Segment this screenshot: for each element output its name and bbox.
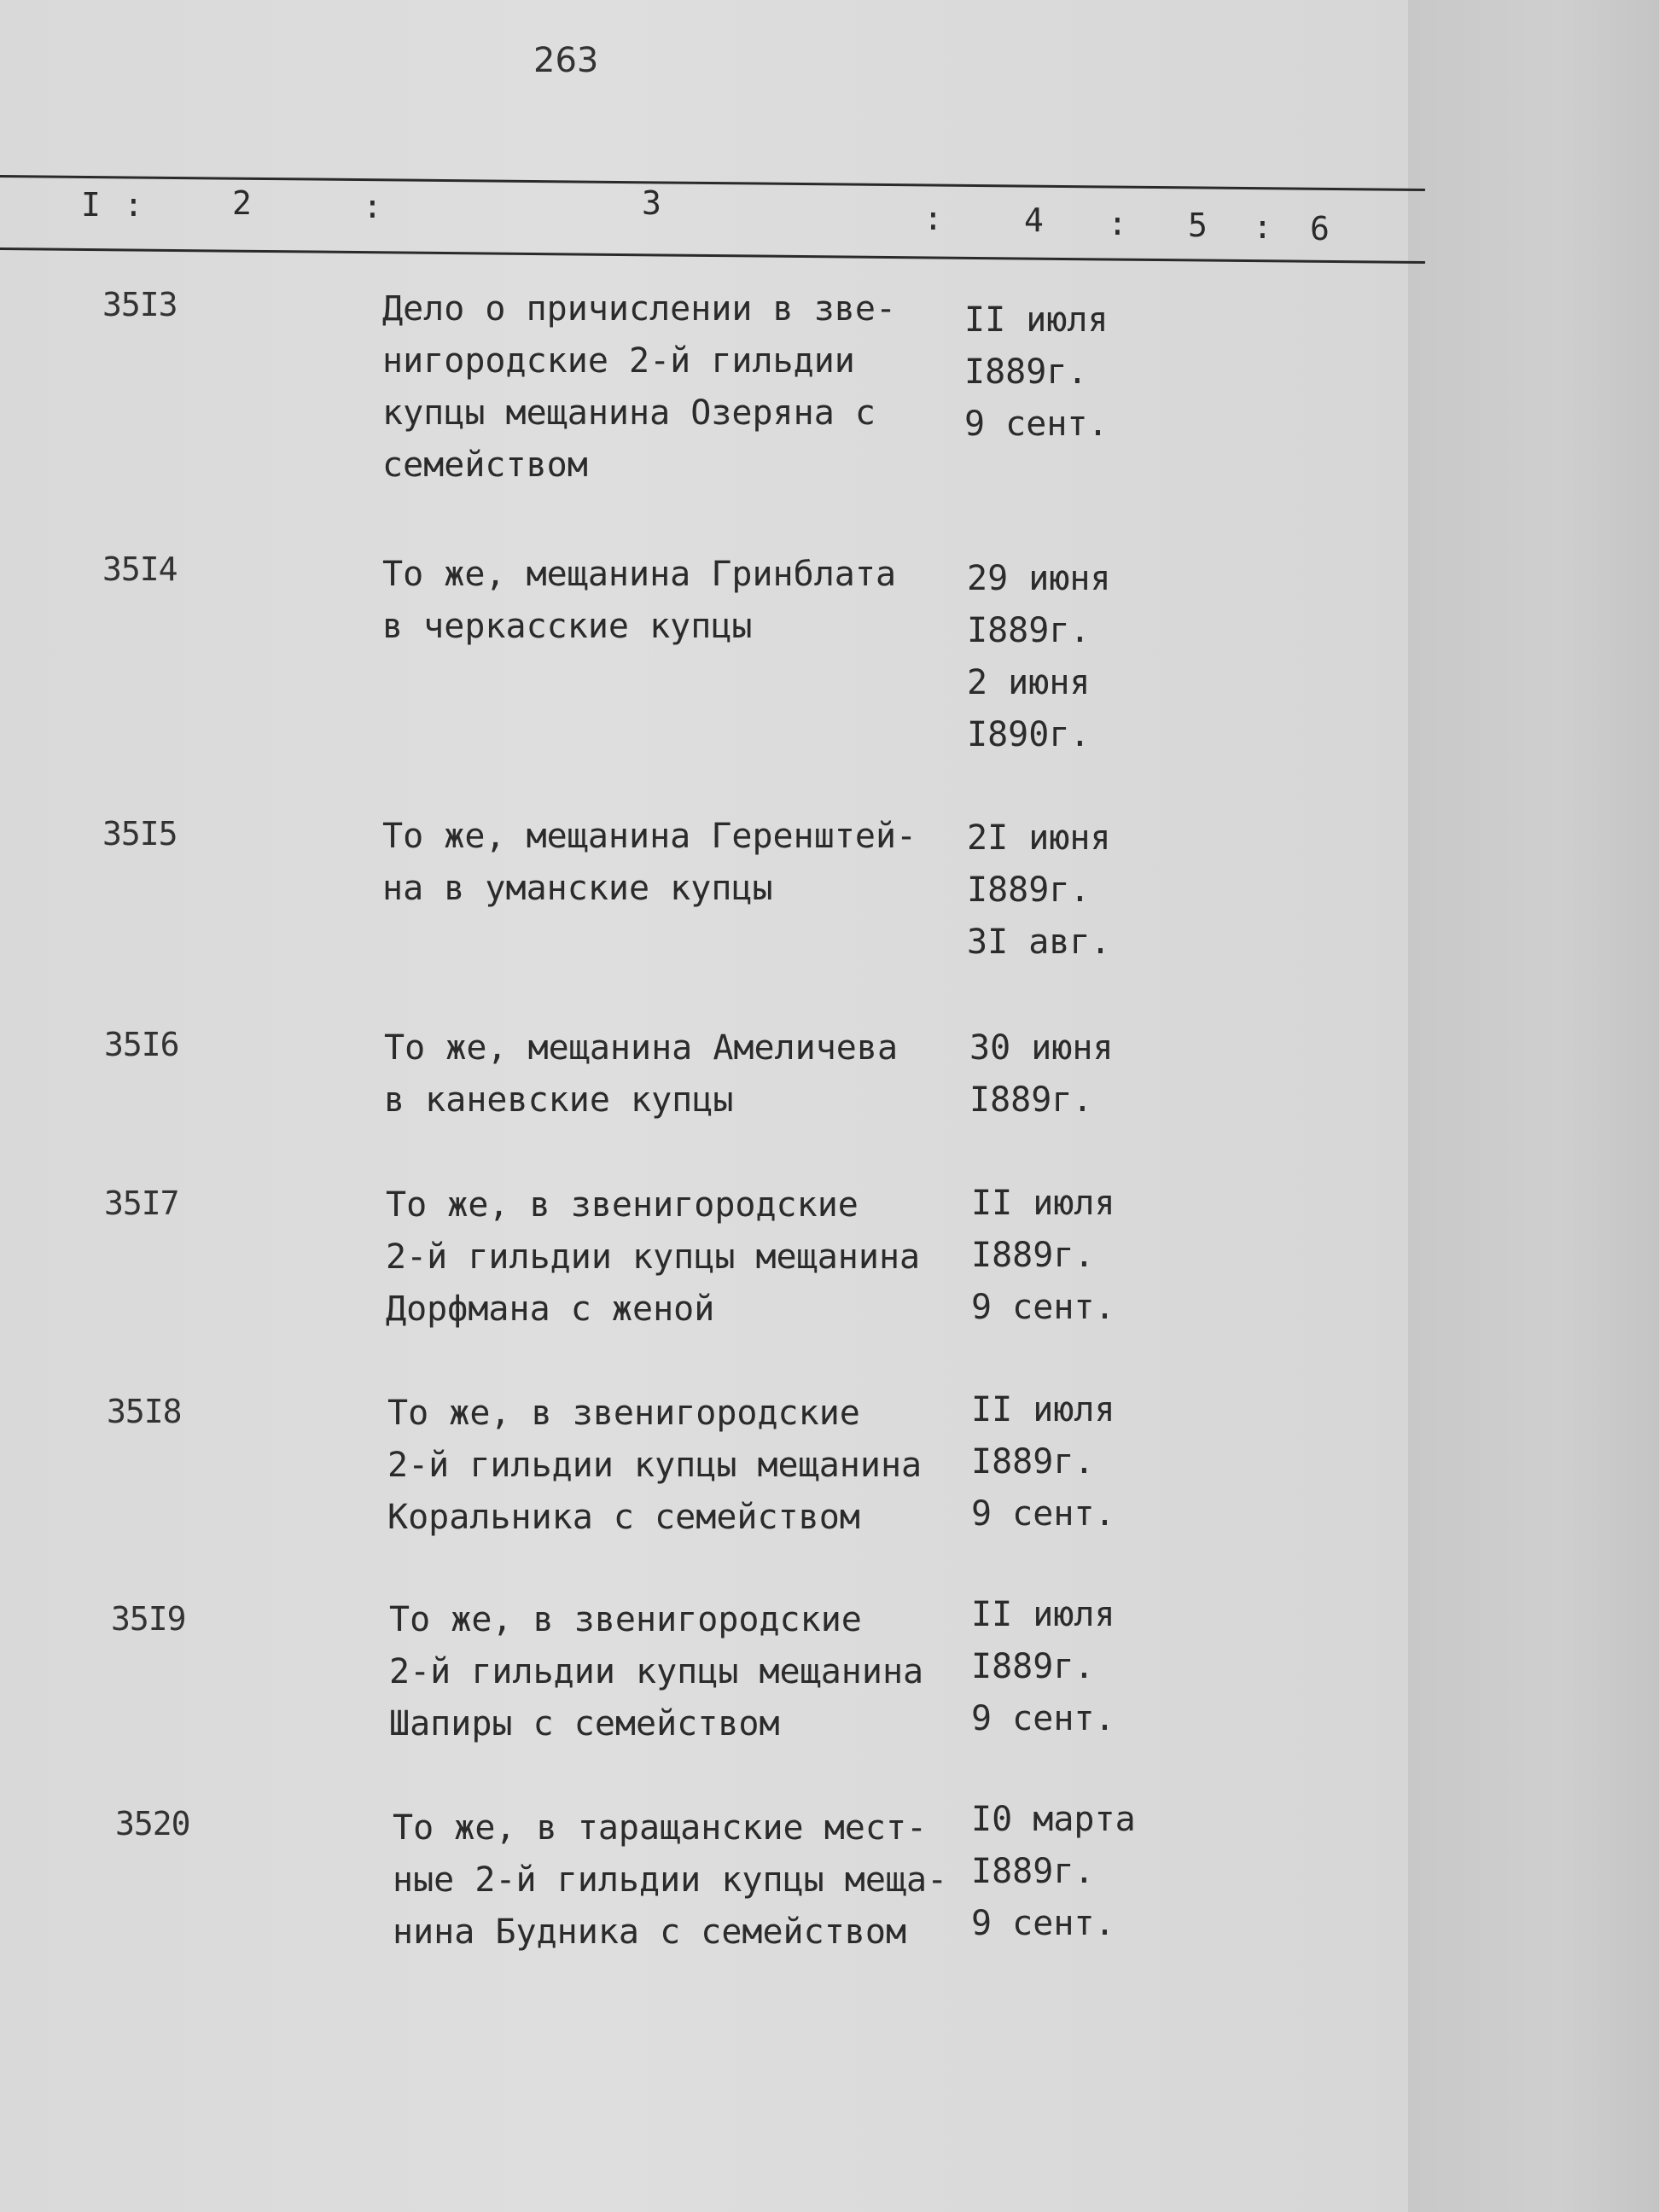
column-header-1: I xyxy=(81,186,101,224)
entry-number: 35I3 xyxy=(102,286,178,323)
column-header-5: 5 xyxy=(1188,207,1208,244)
entry-dates: I0 марта I889г. 9 сент. xyxy=(971,1800,1136,1943)
entry-number: 35I5 xyxy=(102,815,178,853)
entry-dates: 2I июня I889г. 3I авг. xyxy=(967,818,1111,962)
entry-description: То же, мещанина Геренштей- на в уманские купцы xyxy=(382,817,917,908)
entry-description: То же, в звенигородские 2-й гильдии купцы мещанина Коральника с семейством xyxy=(387,1394,923,1537)
entry-dates: 30 июня I889г. xyxy=(969,1028,1114,1120)
page-number: 263 xyxy=(533,41,599,80)
entry-description: То же, в звенигородские 2-й гильдии купцы мещанина Шапиры с семейством xyxy=(389,1600,924,1743)
entry-description: То же, в таращанские мест- ные 2-й гильдии купцы меща- нина Будника с семейством xyxy=(393,1808,948,1952)
column-separator: : xyxy=(1253,208,1272,246)
column-separator: : xyxy=(923,200,943,237)
column-header-2: 2 xyxy=(232,184,252,222)
entry-number: 3520 xyxy=(115,1805,190,1842)
entry-description: То же, мещанина Гринблата в черкасские купцы xyxy=(382,555,897,646)
entry-number: 35I8 xyxy=(107,1393,182,1430)
entry-dates: 29 июня I889г. 2 июня I890г. xyxy=(967,559,1111,754)
entry-description: Дело о причислении в зве- нигородские 2-й гильдии купцы мещанина Озеряна с семейством xyxy=(382,289,897,485)
page-edge xyxy=(1408,0,1659,2212)
entry-dates: II июля I889г. 9 сент. xyxy=(964,300,1109,444)
column-separator: : xyxy=(363,188,382,225)
column-separator: : xyxy=(1108,205,1127,242)
entry-dates: II июля I889г. 9 сент. xyxy=(971,1390,1115,1534)
entry-description: То же, в звенигородские 2-й гильдии купцы мещанина Дорфмана с женой xyxy=(386,1185,921,1329)
column-header-6: 6 xyxy=(1310,210,1330,247)
entry-number: 35I6 xyxy=(104,1026,179,1063)
entry-number: 35I9 xyxy=(111,1600,186,1638)
entry-description: То же, мещанина Амеличева в каневские купцы xyxy=(384,1028,899,1120)
column-separator: : xyxy=(124,186,143,224)
column-header-3: 3 xyxy=(642,184,661,222)
entry-number: 35I7 xyxy=(104,1185,179,1222)
entry-dates: II июля I889г. 9 сент. xyxy=(971,1595,1115,1738)
entry-number: 35I4 xyxy=(102,550,178,588)
column-header-4: 4 xyxy=(1024,201,1044,239)
entry-dates: II июля I889г. 9 сент. xyxy=(971,1184,1115,1327)
